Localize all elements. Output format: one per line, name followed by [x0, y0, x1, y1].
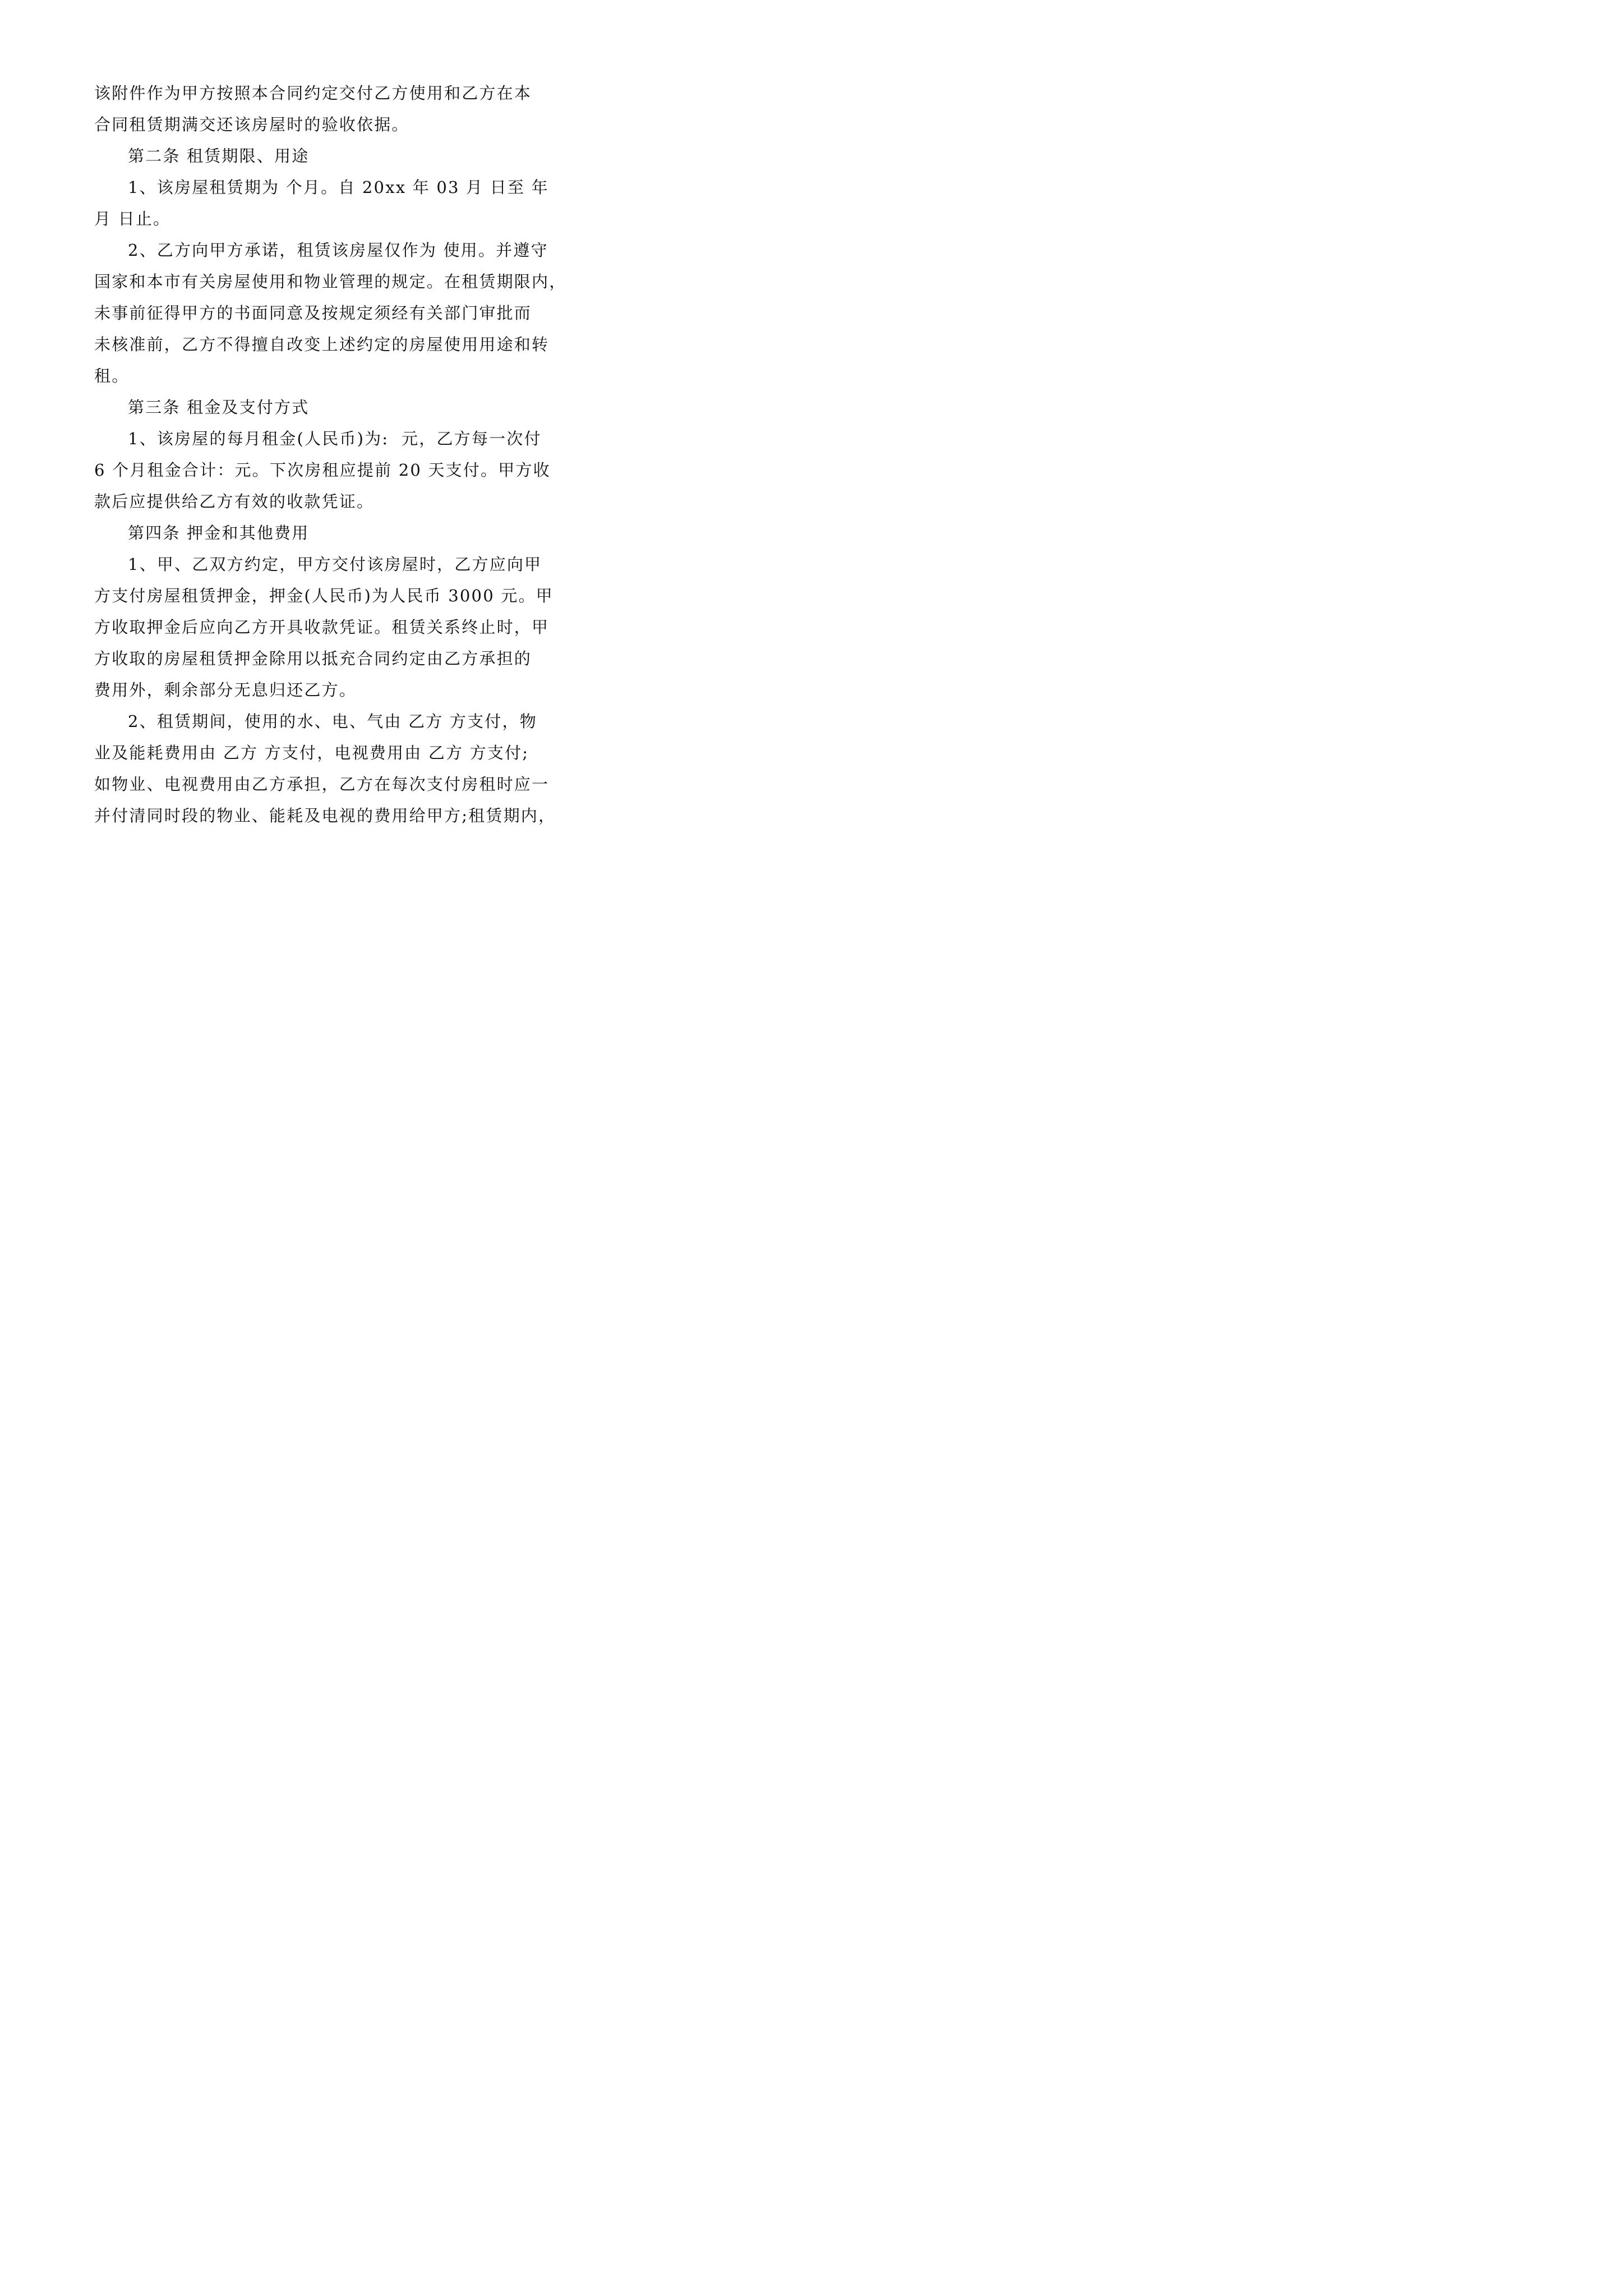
text-line: 未核准前，乙方不得擅自改变上述约定的房屋使用用途和转	[94, 335, 550, 354]
text-line: 1、该房屋租赁期为 个月。自 20xx 年 03 月 日至 年	[128, 178, 549, 197]
text-line: 该附件作为甲方按照本合同约定交付乙方使用和乙方在本	[94, 84, 532, 103]
text-line: 6 个月租金合计：元。下次房租应提前 20 天支付。甲方收	[94, 461, 551, 480]
article-heading: 第四条 押金和其他费用	[128, 523, 310, 542]
article-heading: 第二条 租赁期限、用途	[128, 146, 310, 165]
text-line: 2、租赁期间，使用的水、电、气由 乙方 方支付，物	[128, 712, 537, 731]
contract-text-body	[94, 77, 567, 831]
text-line: 业及能耗费用由 乙方 方支付，电视费用由 乙方 方支付;	[94, 743, 529, 762]
text-line: 月 日止。	[94, 209, 171, 228]
text-line: 1、甲、乙双方约定，甲方交付该房屋时，乙方应向甲	[128, 555, 542, 574]
article-heading: 第三条 租金及支付方式	[128, 398, 310, 417]
text-line: 方支付房屋租赁押金，押金(人民币)为人民币 3000 元。甲	[94, 586, 554, 605]
text-line: 未事前征得甲方的书面同意及按规定须经有关部门审批而	[94, 303, 532, 323]
text-line: 方收取的房屋租赁押金除用以抵充合同约定由乙方承担的	[94, 649, 532, 668]
text-line: 租。	[94, 366, 130, 385]
text-line: 费用外，剩余部分无息归还乙方。	[94, 680, 357, 700]
text-line: 款后应提供给乙方有效的收款凭证。	[94, 492, 375, 511]
text-line: 方收取押金后应向乙方开具收款凭证。租赁关系终止时，甲	[94, 618, 550, 637]
text-line: 并付清同时段的物业、能耗及电视的费用给甲方;租赁期内，	[94, 806, 556, 825]
text-line: 国家和本市有关房屋使用和物业管理的规定。在租赁期限内，	[94, 272, 567, 291]
text-line: 2、乙方向甲方承诺，租赁该房屋仅作为 使用。并遵守	[128, 241, 548, 260]
text-line: 如物业、电视费用由乙方承担，乙方在每次支付房租时应一	[94, 775, 550, 794]
text-line: 合同租赁期满交还该房屋时的验收依据。	[94, 115, 409, 134]
text-line: 1、该房屋的每月租金(人民币)为: 元，乙方每一次付	[128, 429, 542, 448]
document-page	[0, 0, 619, 876]
